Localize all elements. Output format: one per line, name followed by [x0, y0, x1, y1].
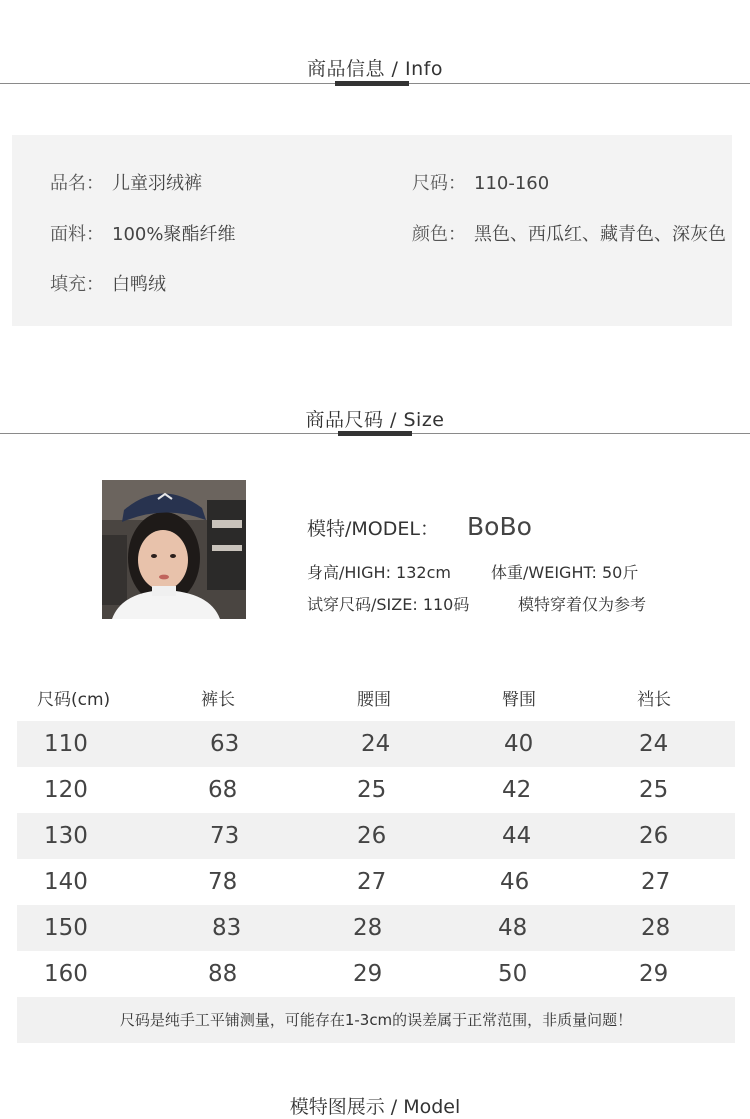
model-reference-note: 模特穿着仅为参考 — [518, 595, 647, 614]
model-photo — [102, 480, 246, 619]
cell-hip: 40 — [504, 731, 534, 757]
header-crotch: 裆长 — [637, 690, 671, 710]
cell-crotch: 24 — [639, 731, 669, 757]
info-panel — [12, 135, 732, 326]
cell-crotch: 25 — [639, 777, 669, 803]
cell-hip: 48 — [498, 915, 528, 941]
cell-waist: 25 — [357, 777, 387, 803]
cell-waist: 28 — [353, 915, 383, 941]
model-name-line — [307, 512, 532, 541]
cell-size: 120 — [44, 777, 88, 803]
cell-size: 150 — [44, 915, 88, 941]
cell-pants-length: 63 — [210, 731, 240, 757]
cell-waist: 27 — [357, 869, 387, 895]
info-label: 面料： — [50, 224, 104, 245]
cell-waist: 26 — [357, 823, 387, 849]
model-name: BoBo — [467, 512, 532, 541]
info-value: 110-160 — [474, 173, 550, 194]
info-value: 白鸭绒 — [112, 274, 166, 295]
size-divider-accent — [338, 431, 412, 436]
info-value: 儿童羽绒裤 — [112, 173, 202, 194]
cell-crotch: 28 — [641, 915, 671, 941]
info-value: 100%聚酯纤维 — [112, 224, 236, 245]
cell-crotch: 26 — [639, 823, 669, 849]
info-item-filling — [50, 270, 166, 296]
cell-pants-length: 68 — [208, 777, 238, 803]
cell-pants-length: 88 — [208, 961, 238, 987]
table-row — [17, 767, 735, 813]
cell-waist: 29 — [353, 961, 383, 987]
cell-hip: 44 — [502, 823, 532, 849]
cell-hip: 42 — [502, 777, 532, 803]
table-row — [17, 813, 735, 859]
cell-crotch: 29 — [639, 961, 669, 987]
cell-waist: 24 — [361, 731, 391, 757]
header-pants-length: 裤长 — [201, 690, 235, 710]
model-weight: 体重/WEIGHT: 50斤 — [491, 563, 639, 582]
cell-pants-length: 78 — [208, 869, 238, 895]
info-divider-accent — [335, 81, 409, 86]
cell-size: 160 — [44, 961, 88, 987]
cell-size: 110 — [44, 731, 88, 757]
header-size: 尺码(cm) — [37, 690, 111, 710]
size-table — [17, 671, 735, 997]
table-header-row — [17, 671, 735, 721]
info-value: 黑色、西瓜红、藏青色、深灰色 — [474, 224, 726, 245]
header-waist: 腰围 — [357, 690, 391, 710]
info-label: 颜色： — [412, 224, 466, 245]
size-section-title: 商品尺码 / Size — [305, 409, 445, 431]
model-height: 身高/HIGH: 132cm — [307, 563, 451, 582]
header-hip: 臀围 — [502, 690, 536, 710]
info-label: 填充： — [50, 274, 104, 295]
cell-pants-length: 83 — [212, 915, 242, 941]
info-item-name — [50, 169, 202, 195]
model-size-worn: 试穿尺码/SIZE: 110码 — [307, 595, 470, 614]
cell-size: 130 — [44, 823, 88, 849]
info-label: 尺码： — [412, 173, 466, 194]
info-label: 品名： — [50, 173, 104, 194]
table-row — [17, 859, 735, 905]
info-item-fabric — [50, 220, 235, 246]
table-row — [17, 951, 735, 997]
cell-hip: 50 — [498, 961, 528, 987]
next-section-title: 模特图展示 / Model — [289, 1096, 461, 1118]
measurement-note: 尺码是纯手工平铺测量，可能存在1-3cm的误差属于正常范围，非质量问题！ — [17, 997, 735, 1043]
cell-pants-length: 73 — [210, 823, 240, 849]
table-row — [17, 721, 735, 767]
info-section-title: 商品信息 / Info — [307, 58, 443, 80]
info-item-size — [412, 169, 549, 195]
table-row — [17, 905, 735, 951]
cell-crotch: 27 — [641, 869, 671, 895]
cell-hip: 46 — [500, 869, 530, 895]
model-label: 模特/MODEL： — [307, 518, 439, 540]
cell-size: 140 — [44, 869, 88, 895]
info-item-color — [412, 220, 726, 246]
